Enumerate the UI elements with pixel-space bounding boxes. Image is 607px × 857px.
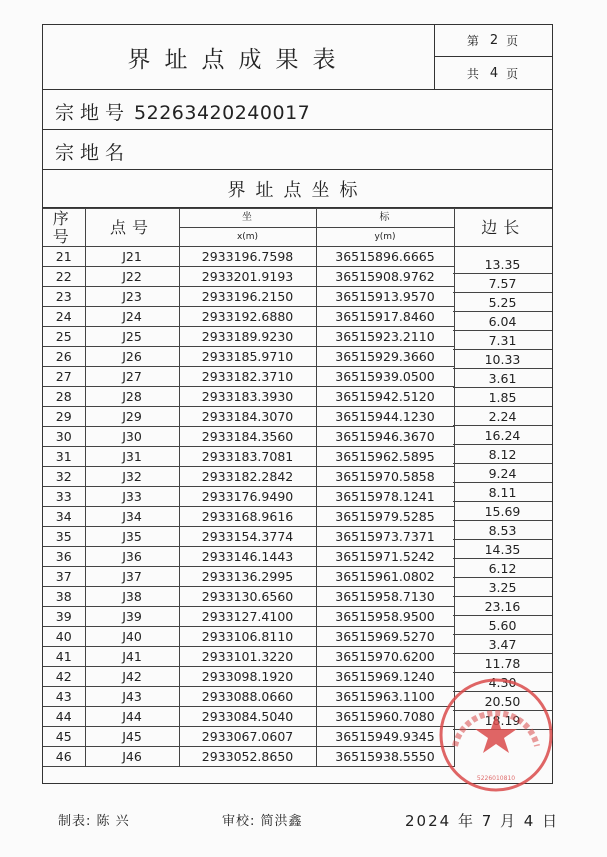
cell-seq: 27 [43,367,85,387]
cell-x: 2933192.6880 [179,307,316,327]
cell-point: J40 [85,627,179,647]
cell-x: 2933136.2995 [179,567,316,587]
edge-length: 7.31 [453,332,552,350]
edge-length: 4.30 [453,674,552,692]
company-seal [437,676,555,794]
edge-length: 1.85 [453,389,552,407]
cell-point: J44 [85,707,179,727]
edge-length: 3.61 [453,370,552,388]
cell-seq: 37 [43,567,85,587]
edge-length: 8.11 [453,484,552,502]
table-header-row [43,209,552,228]
edge-length: 9.24 [453,465,552,483]
cell-point: J42 [85,667,179,687]
cell-y: 36515962.5895 [316,447,454,467]
edge-length: 8.12 [453,446,552,464]
cell-y: 36515979.5285 [316,507,454,527]
cell-point: J32 [85,467,179,487]
cell-x: 2933084.5040 [179,707,316,727]
cell-y: 36515978.1241 [316,487,454,507]
cell-point: J34 [85,507,179,527]
cell-seq: 29 [43,407,85,427]
edge-length: 8.53 [453,522,552,540]
edge-length: 3.47 [453,636,552,654]
header-coord: 坐 [179,209,316,228]
header-seq: 序号 [43,209,85,247]
cell-point: J25 [85,327,179,347]
cell-seq: 23 [43,287,85,307]
cell-y: 36515963.1100 [316,687,454,707]
cell-x: 2933176.9490 [179,487,316,507]
cell-y: 36515917.8460 [316,307,454,327]
header-point: 点号 [85,209,179,247]
cell-point: J45 [85,727,179,747]
cell-point: J28 [85,387,179,407]
parcel-number-row [43,90,552,130]
cell-y: 36515970.6200 [316,647,454,667]
cell-seq: 36 [43,547,85,567]
cell-y: 36515949.9345 [316,727,454,747]
edge-length: 15.69 [453,503,552,521]
table-checker: 审校: 简洪鑫 [222,814,303,829]
cell-seq: 34 [43,507,85,527]
cell-x: 2933201.9193 [179,267,316,287]
page-title: 界址点成果表 [43,25,435,89]
svg-text:5226010810: 5226010810 [476,775,516,782]
cell-seq: 31 [43,447,85,467]
parcel-name-row [43,130,552,170]
cell-point: J36 [85,547,179,567]
cell-x: 2933106.8110 [179,627,316,647]
cell-y: 36515923.2110 [316,327,454,347]
header-x: x(m) [179,228,316,247]
cell-x: 2933182.3710 [179,367,316,387]
cell-y: 36515896.6665 [316,247,454,267]
cell-point: J41 [85,647,179,667]
edge-length: 6.12 [453,560,552,578]
cell-point: J24 [85,307,179,327]
cell-x: 2933189.9230 [179,327,316,347]
cell-y: 36515971.5242 [316,547,454,567]
cell-x: 2933146.1443 [179,547,316,567]
cell-x: 2933168.9616 [179,507,316,527]
cell-point: J29 [85,407,179,427]
cell-point: J22 [85,267,179,287]
header-edge: 边长 [454,209,552,247]
cell-seq: 35 [43,527,85,547]
cell-seq: 38 [43,587,85,607]
cell-seq: 44 [43,707,85,727]
cell-y: 36515939.0500 [316,367,454,387]
title-row-divider [43,25,552,90]
cell-seq: 28 [43,387,85,407]
cell-point: J37 [85,567,179,587]
cell-seq: 30 [43,427,85,447]
cell-y: 36515942.5120 [316,387,454,407]
total-pages: 共 4 页 [466,65,522,81]
result-table-frame [42,24,553,784]
edge-length: 2.24 [453,408,552,426]
cell-x: 2933184.3560 [179,427,316,447]
cell-y: 36515946.3670 [316,427,454,447]
cell-y: 36515969.1240 [316,667,454,687]
edge-length: 20.50 [453,693,552,711]
cell-point: J31 [85,447,179,467]
cell-seq: 41 [43,647,85,667]
cell-x: 2933067.0607 [179,727,316,747]
cell-seq: 45 [43,727,85,747]
parcel-name-label: 宗地名 [55,142,131,164]
cell-y: 36515929.3660 [316,347,454,367]
parcel-number-value: 52263420240017 [134,102,311,124]
cell-x: 2933184.3070 [179,407,316,427]
edge-length: 18.19 [453,712,552,730]
cell-point: J33 [85,487,179,507]
page-number: 第 2 页 [435,25,553,57]
section-row [43,170,552,208]
edge-length: 7.57 [453,275,552,293]
cell-y: 36515958.9500 [316,607,454,627]
cell-seq: 42 [43,667,85,687]
cell-point: J30 [85,427,179,447]
cell-seq: 46 [43,747,85,767]
cell-y: 36515969.5270 [316,627,454,647]
cell-point: J21 [85,247,179,267]
cell-y: 36515960.7080 [316,707,454,727]
cell-point: J38 [85,587,179,607]
cell-seq: 25 [43,327,85,347]
edge-length: 11.78 [453,655,552,673]
cell-point: J43 [85,687,179,707]
cell-seq: 32 [43,467,85,487]
table-date: 2024 年 7 月 4 日 [405,812,560,830]
cell-y: 36515913.9570 [316,287,454,307]
cell-seq: 39 [43,607,85,627]
cell-x: 2933052.8650 [179,747,316,767]
edge-length: 16.24 [453,427,552,445]
edge-length: 14.35 [453,541,552,559]
cell-x: 2933183.3930 [179,387,316,407]
parcel-number-label: 宗地号 [55,102,131,124]
edge-length: 3.25 [453,579,552,597]
cell-seq: 33 [43,487,85,507]
cell-x: 2933130.6560 [179,587,316,607]
cell-x: 2933196.7598 [179,247,316,267]
header-y: y(m) [316,228,454,247]
cell-x: 2933196.2150 [179,287,316,307]
header-coord2: 标 [316,209,454,228]
cell-y: 36515973.7371 [316,527,454,547]
cell-seq: 22 [43,267,85,287]
cell-point: J23 [85,287,179,307]
cell-x: 2933098.1920 [179,667,316,687]
section-title: 界址点坐标 [227,179,368,201]
edge-length: 6.04 [453,313,552,331]
cell-seq: 40 [43,627,85,647]
cell-y: 36515961.0802 [316,567,454,587]
cell-point: J26 [85,347,179,367]
cell-x: 2933127.4100 [179,607,316,627]
cell-seq: 21 [43,247,85,267]
edge-length: 13.35 [453,256,552,274]
cell-y: 36515958.7130 [316,587,454,607]
cell-x: 2933182.2842 [179,467,316,487]
cell-seq: 26 [43,347,85,367]
cell-y: 36515970.5858 [316,467,454,487]
cell-seq: 24 [43,307,85,327]
cell-x: 2933101.3220 [179,647,316,667]
cell-x: 2933154.3774 [179,527,316,547]
cell-x: 2933088.0660 [179,687,316,707]
edge-length: 5.60 [453,617,552,635]
cell-y: 36515938.5550 [316,747,454,767]
cell-x: 2933185.9710 [179,347,316,367]
cell-point: J39 [85,607,179,627]
cell-y: 36515944.1230 [316,407,454,427]
cell-point: J27 [85,367,179,387]
cell-point: J35 [85,527,179,547]
table-maker: 制表: 陈 兴 [58,814,130,829]
cell-y: 36515908.9762 [316,267,454,287]
cell-x: 2933183.7081 [179,447,316,467]
cell-seq: 43 [43,687,85,707]
edge-length: 5.25 [453,294,552,312]
edge-length: 10.33 [453,351,552,369]
edge-length: 23.16 [453,598,552,616]
cell-point: J46 [85,747,179,767]
